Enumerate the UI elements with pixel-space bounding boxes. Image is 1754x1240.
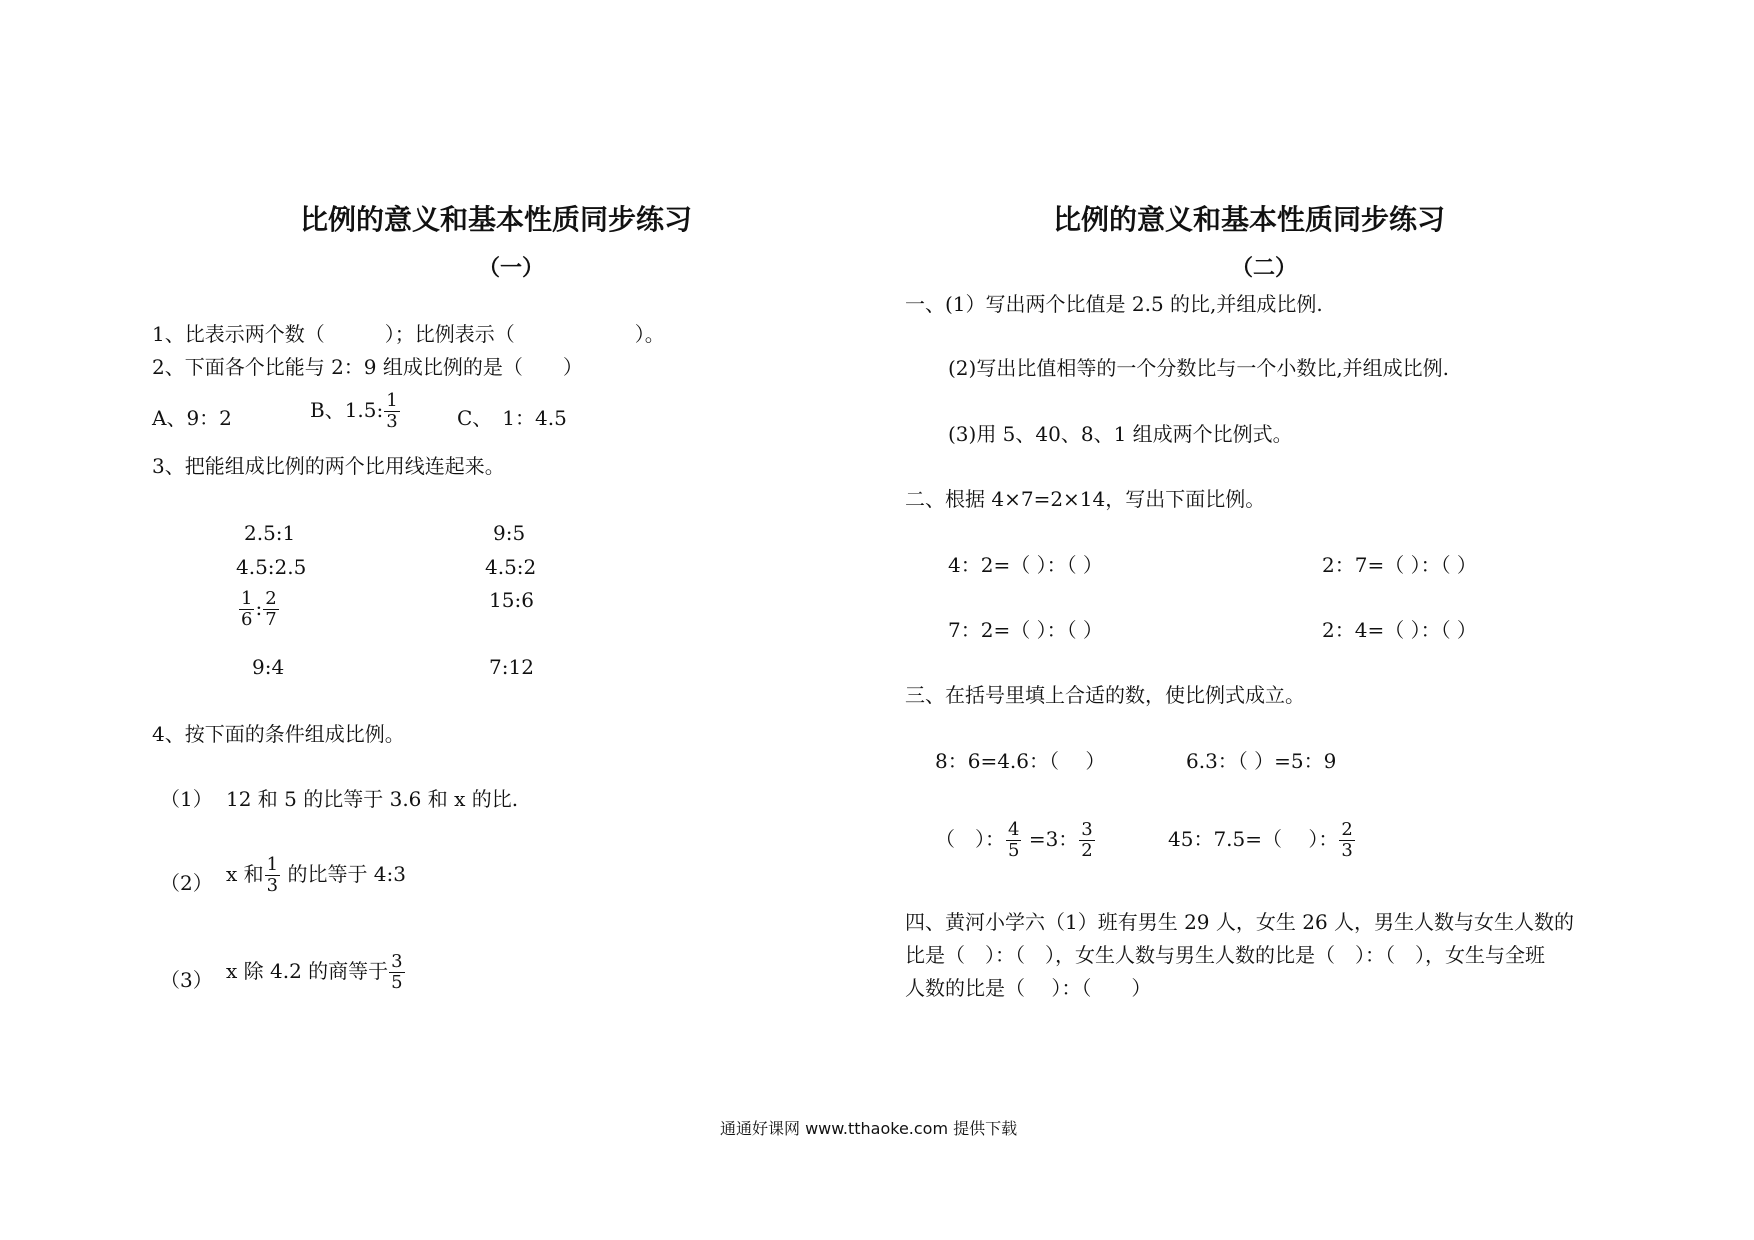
q4-1-label: （1） (160, 787, 213, 811)
q4-2-label: （2） (160, 871, 213, 895)
right-section-3: 三、在括号里填上合适的数，使比例式成立。 (905, 683, 1305, 707)
fraction-numerator: 4 (1008, 819, 1020, 840)
footer-source: 通通好课网 www.tthaoke.com 提供下载 (720, 1119, 1018, 1138)
left-question-3: 3、把能组成比例的两个比用线连起来。 (152, 454, 505, 478)
right-section-4-line-3: 人数的比是（ ）：（ ） (905, 976, 1152, 1000)
match-left-item-2: 4.5:2.5 (236, 555, 307, 579)
right-section-2: 二、根据 4×7=2×14，写出下面比例。 (905, 487, 1266, 511)
q4-3-prefix: x 除 4.2 的商等于 (226, 959, 389, 983)
s3-c-fraction-2 (1079, 821, 1094, 860)
right-section-2-item-2: 2：7=（ ）：（ ） (1322, 553, 1477, 577)
ratio-separator: : (255, 596, 263, 620)
fraction-numerator: 3 (391, 951, 403, 972)
right-section-3-item-d (1168, 821, 1356, 860)
s3-c-prefix: （ ）： (935, 827, 1005, 851)
q4-1-text: 12 和 5 的比等于 3.6 和 x 的比. (226, 787, 519, 811)
left-q2-option-a: A、9：2 (152, 406, 232, 430)
fraction-denominator: 3 (386, 411, 398, 432)
fraction-denominator: 3 (1341, 840, 1353, 861)
left-q2-option-b (310, 392, 401, 431)
left-q2-option-b-prefix: B、1.5: (310, 398, 384, 422)
right-section-3-item-c (935, 821, 1096, 860)
fraction (263, 590, 278, 629)
s3-d-fraction (1339, 821, 1354, 860)
match-right-item-1: 9:5 (493, 521, 526, 545)
left-question-1: 1、比表示两个数（ ）；比例表示（ ）。 (152, 322, 665, 346)
right-section-1-part-1: 一、(1）写出两个比值是 2.5 的比,并组成比例. (905, 292, 1323, 316)
q4-2-text (226, 856, 406, 895)
right-section-2-item-3: 7：2=（ ）：（ ） (948, 618, 1103, 642)
right-section-4-line-2: 比是（ ）：（ ），女生人数与男生人数的比是（ ）：（ ），女生与全班 (905, 943, 1545, 967)
left-question-2: 2、下面各个比能与 2：9 组成比例的是（ ） (152, 355, 583, 379)
s3-c-middle: =3： (1028, 827, 1079, 851)
fraction (239, 590, 254, 629)
match-left-item-4: 9:4 (252, 655, 285, 679)
fraction-denominator: 3 (266, 875, 279, 896)
fraction-numerator: 3 (1081, 819, 1093, 840)
fraction-denominator: 7 (265, 609, 277, 630)
fraction-numerator: 1 (266, 854, 279, 875)
match-left-item-1: 2.5:1 (244, 521, 296, 545)
right-section-4-line-1: 四、黄河小学六（1）班有男生 29 人，女生 26 人，男生人数与女生人数的 (905, 910, 1575, 934)
s3-d-prefix: 45：7.5=（ ）： (1168, 827, 1339, 851)
q4-2-suffix: 的比等于 4:3 (287, 862, 406, 886)
q4-3-label: （3） (160, 968, 213, 992)
right-section-1-part-2: (2)写出比值相等的一个分数比与一个小数比,并组成比例. (948, 356, 1450, 380)
right-title: 比例的意义和基本性质同步练习 (1053, 203, 1446, 236)
left-question-4: 4、按下面的条件组成比例。 (152, 722, 405, 746)
match-right-item-2: 4.5:2 (485, 555, 537, 579)
q4-3-text (226, 953, 406, 992)
left-q2-option-c: C、 1：4.5 (457, 406, 567, 430)
fraction-numerator: 1 (241, 588, 253, 609)
right-section-3-item-a: 8：6=4.6：（ ） (935, 749, 1106, 773)
match-right-item-3: 15:6 (489, 588, 534, 612)
right-section-1-part-3: (3)用 5、40、8、1 组成两个比例式。 (948, 422, 1293, 446)
right-section-2-item-4: 2：4=（ ）：（ ） (1322, 618, 1477, 642)
left-subtitle: （一） (478, 256, 545, 281)
right-subtitle: （二） (1231, 256, 1298, 281)
q4-2-prefix: x 和 (226, 862, 264, 886)
left-q2-option-b-fraction (384, 392, 399, 431)
fraction-denominator: 5 (391, 972, 403, 993)
match-right-item-4: 7:12 (489, 655, 534, 679)
fraction-numerator: 2 (265, 588, 277, 609)
right-section-3-item-b: 6.3：（ ）=5：9 (1186, 749, 1337, 773)
fraction-denominator: 6 (241, 609, 253, 630)
fraction-numerator: 2 (1341, 819, 1353, 840)
q4-2-fraction (265, 856, 280, 895)
s3-c-fraction-1 (1006, 821, 1021, 860)
left-title: 比例的意义和基本性质同步练习 (300, 203, 693, 236)
fraction-numerator: 1 (386, 390, 398, 411)
match-left-item-3 (238, 590, 280, 629)
q4-3-fraction (389, 953, 404, 992)
fraction-denominator: 5 (1008, 840, 1020, 861)
right-section-2-item-1: 4：2=（ ）：（ ） (948, 553, 1103, 577)
fraction-denominator: 2 (1081, 840, 1093, 861)
